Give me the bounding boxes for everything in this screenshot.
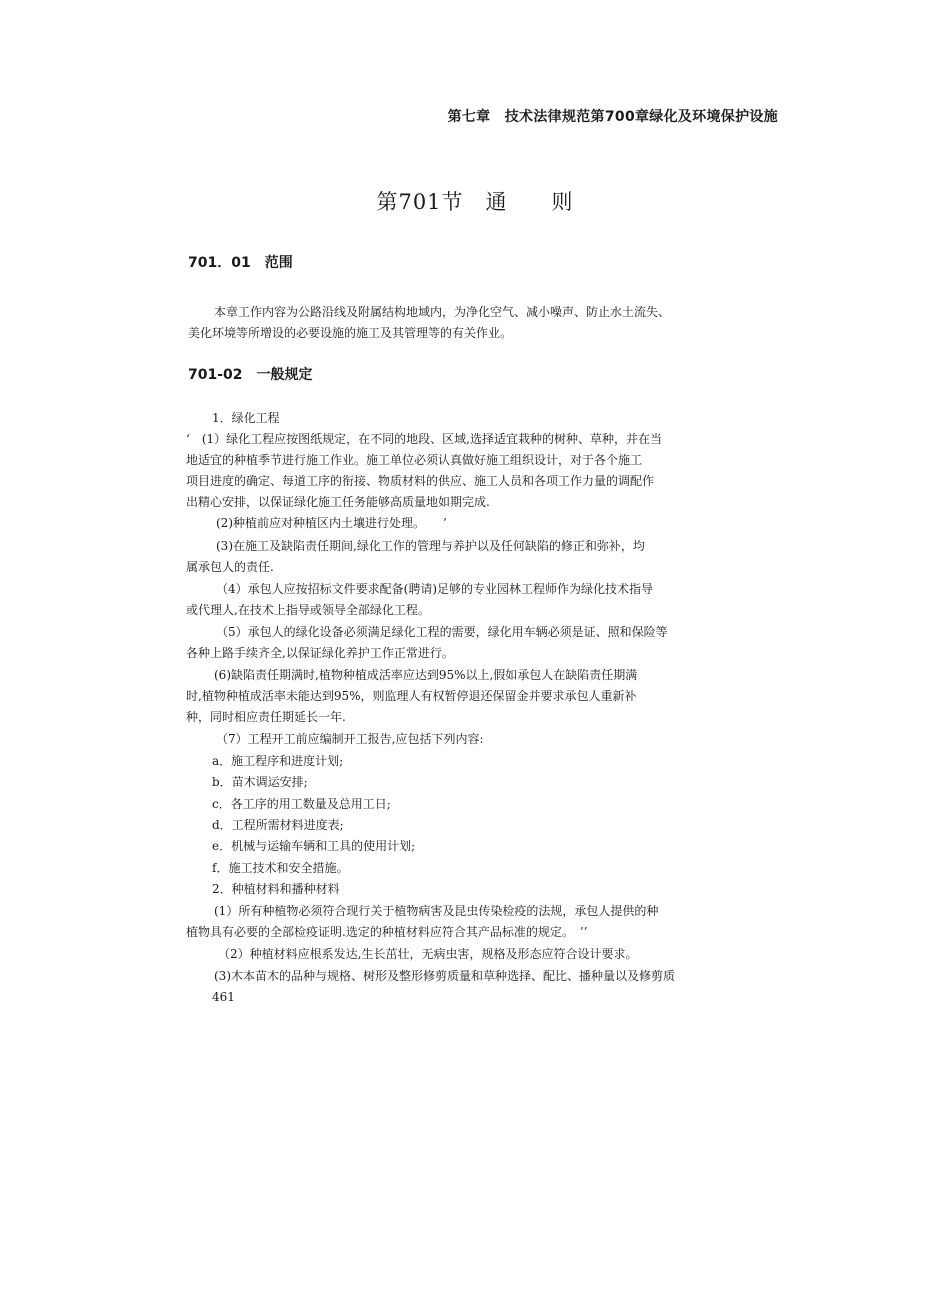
paragraph-line: (2)种植前应对种植区内土壤进行处理。 ’ [216, 516, 447, 530]
paragraph-line: (6)缺陷责任期满时,植物种植成活率应达到95%以上,假如承包人在缺陷责任期满 [214, 668, 638, 682]
list-item: b．苗木调运安排; [212, 775, 308, 789]
paragraph-line: (3)在施工及缺陷责任期间,绿化工作的管理与养护以及任何缺陷的修正和弥补，均 [216, 539, 645, 553]
paragraph-line: （4）承包人应按招标文件要求配备(聘请)足够的专业园林工程师作为绿化技术指导 [216, 582, 654, 596]
running-header: 第七章 技术法律规范第700章绿化及环境保护设施 [447, 109, 778, 125]
page-number: 461 [212, 990, 235, 1004]
paragraph-line: 植物具有必要的全部检疫证明.选定的种植材料应符合其产品标准的规定。 ’’ [186, 925, 588, 939]
paragraph-line: （7）工程开工前应编制开工报告,应包括下列内容: [216, 732, 484, 746]
paragraph-line: （5）承包人的绿化设备必须满足绿化工程的需要，绿化用车辆必须是证、照和保险等 [216, 625, 668, 639]
paragraph-line: 项目进度的确定、每道工序的衔接、物质材料的供应、施工人员和各项工作力量的调配作 [186, 474, 655, 488]
list-item: c．各工序的用工数量及总用工日; [212, 797, 391, 811]
list-item: f．施工技术和安全措施。 [212, 861, 349, 875]
paragraph-line: 出精心安排，以保证绿化施工任务能够高质量地如期完成. [186, 495, 490, 509]
list-heading: 1．绿化工程 [212, 411, 280, 425]
paragraph-line: 美化环境等所增设的必要设施的施工及其管理等的有关作业。 [188, 326, 513, 340]
paragraph-line: 或代理人,在技术上指导或领导全部绿化工程。 [186, 603, 430, 617]
section-title: 第701节 通 则 [376, 190, 574, 214]
subsection-heading-general: 701-02 一般规定 [188, 367, 313, 383]
list-item: e．机械与运输车辆和工具的使用计划; [212, 839, 416, 853]
paragraph-line: 时,植物种植成活率未能达到95%，则监理人有权暂停退还保留金并要求承包人重新补 [186, 689, 637, 703]
paragraph-line: (1）所有种植物必须符合现行关于植物病害及昆虫传染检疫的法规，承包人提供的种 [214, 904, 659, 918]
paragraph-line: 本章工作内容为公路沿线及附属结构地域内，为净化空气、减小噪声、防止水土流失、 [214, 305, 671, 319]
paragraph-line: ‘ (1）绿化工程应按图纸规定，在不同的地段、区域,选择适宜栽种的树种、草种，并在当 [186, 432, 662, 446]
paragraph-line: 各种上路手续齐全,以保证绿化养护工作正常进行。 [186, 646, 454, 660]
list-heading: 2．种植材料和播种材料 [212, 882, 340, 896]
paragraph-line: 种，同时相应责任期延长一年. [186, 710, 346, 724]
paragraph-line: 地适宜的种植季节进行施工作业。施工单位必须认真做好施工组织设计，对于各个施工 [186, 453, 643, 467]
list-item: d．工程所需材料进度表; [212, 818, 344, 832]
list-item: a．施工程序和进度计划; [212, 754, 344, 768]
paragraph-line: (3)木本苗木的品种与规格、树形及整形修剪质量和草种选择、配比、播种量以及修剪质 [214, 969, 676, 983]
subsection-heading-scope: 701．01 范围 [188, 255, 293, 271]
paragraph-line: 属承包人的责任. [186, 560, 274, 574]
paragraph-line: （2）种植材料应根系发达,生长茁壮，无病虫害，规格及形态应符合设计要求。 [218, 947, 638, 961]
